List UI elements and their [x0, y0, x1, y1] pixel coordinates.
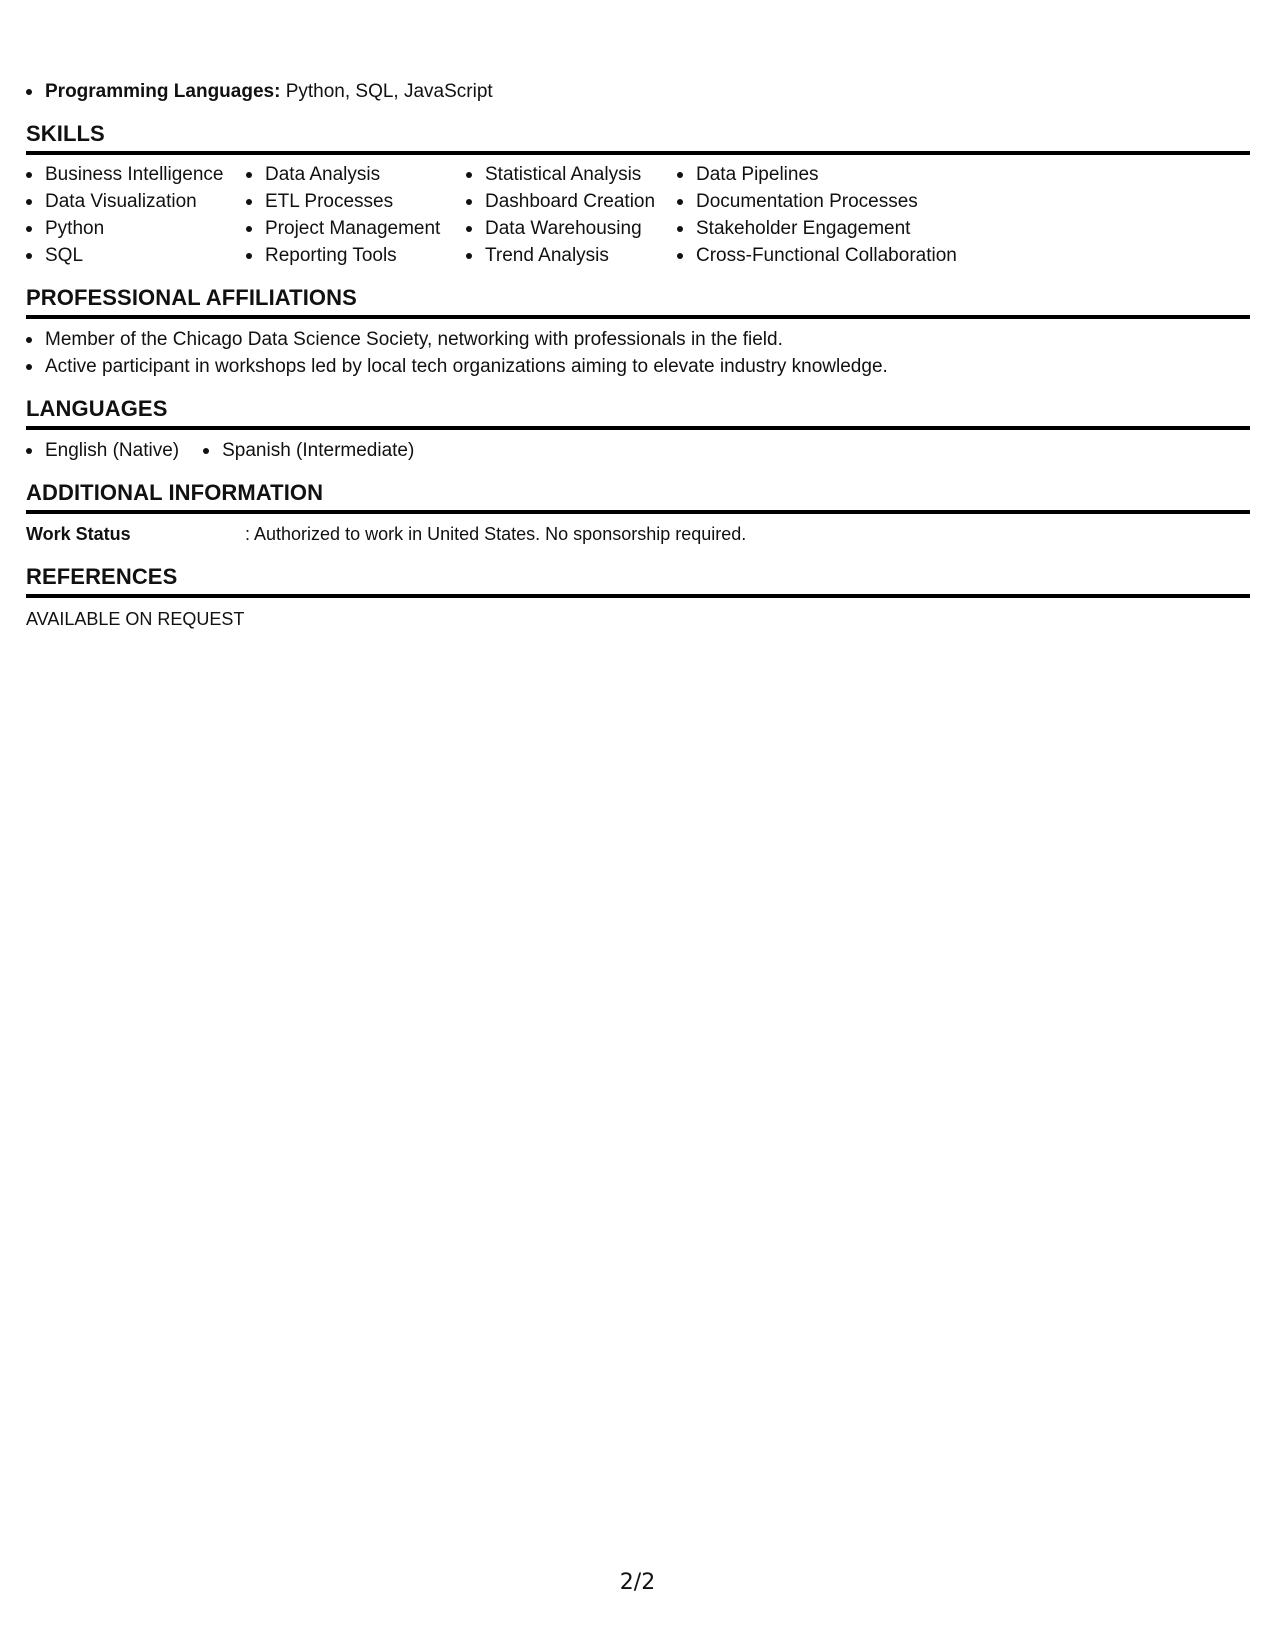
skill-item: Data Pipelines [677, 161, 977, 188]
skill-item: Data Visualization [26, 188, 246, 215]
work-status-label: Work Status [26, 524, 131, 544]
skill-item: Business Intelligence [26, 161, 246, 188]
affiliation-item: Member of the Chicago Data Science Society, networking with professionals in the field. [26, 326, 1250, 353]
affiliations-list [26, 326, 1250, 380]
skills-column-2 [246, 161, 466, 269]
references-section [26, 564, 1250, 633]
skill-item: Trend Analysis [466, 242, 677, 269]
skill-item: Statistical Analysis [466, 161, 677, 188]
programming-languages-label: Programming Languages: [45, 81, 281, 102]
skill-item: SQL [26, 242, 246, 269]
skills-grid [26, 161, 1250, 269]
skill-item: Project Management [246, 215, 466, 242]
work-status-value: : Authorized to work in United States. No sponsorship required. [245, 524, 747, 544]
languages-heading: LANGUAGES [26, 396, 1250, 430]
skill-item: Data Analysis [246, 161, 466, 188]
skills-column-1 [26, 161, 246, 269]
skills-column-4 [677, 161, 977, 269]
additional-info-heading: ADDITIONAL INFORMATION [26, 480, 1250, 514]
skills-heading: SKILLS [26, 121, 1250, 155]
skill-item: Documentation Processes [677, 188, 977, 215]
references-heading: REFERENCES [26, 564, 1250, 598]
programming-languages-value: Python, SQL, JavaScript [280, 81, 493, 102]
languages-list [26, 437, 1250, 464]
skill-item: Dashboard Creation [466, 188, 677, 215]
skills-section [26, 121, 1250, 269]
skill-item: Stakeholder Engagement [677, 215, 977, 242]
skills-column-3 [466, 161, 677, 269]
skill-item: Cross-Functional Collaboration [677, 242, 977, 269]
skill-item: Reporting Tools [246, 242, 466, 269]
skill-item: Python [26, 215, 246, 242]
language-item: Spanish (Intermediate) [203, 437, 414, 464]
additional-info-section [26, 480, 1250, 548]
work-status-row [26, 521, 1250, 548]
page-number: 2/2 [619, 1570, 656, 1595]
language-item: English (Native) [26, 437, 179, 464]
programming-languages-item [26, 78, 1250, 105]
affiliations-heading: PROFESSIONAL AFFILIATIONS [26, 285, 1250, 319]
resume-page [26, 78, 1250, 633]
skill-item: ETL Processes [246, 188, 466, 215]
affiliations-section [26, 285, 1250, 380]
skill-item: Data Warehousing [466, 215, 677, 242]
affiliation-item: Active participant in workshops led by local tech organizations aiming to elevate industry knowledge. [26, 353, 1250, 380]
languages-section [26, 396, 1250, 464]
programming-list [26, 78, 1250, 105]
references-text: AVAILABLE ON REQUEST [26, 609, 245, 629]
